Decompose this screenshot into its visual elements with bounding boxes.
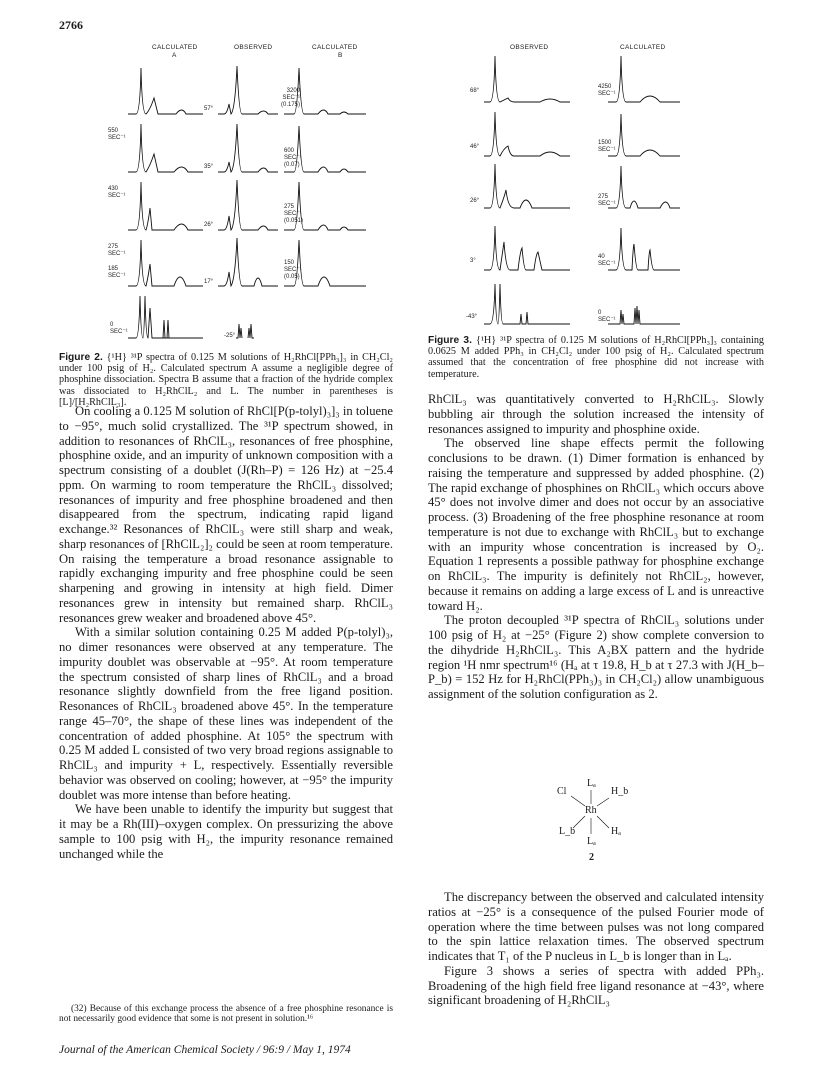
journal-footer: Journal of the American Chemical Society / 96:9 / May 1, 1974 bbox=[59, 1044, 351, 1056]
fig3-spectrum-row-2 bbox=[484, 112, 680, 156]
fig3-row-5-rate: 0 SEC⁻¹ bbox=[598, 310, 616, 323]
figure-2 bbox=[108, 44, 368, 346]
fig2-row-3-rate-a: 275 SEC⁻¹ bbox=[108, 244, 126, 257]
fig3-caption-text: {¹H} ³¹P spectra of 0.125 M solutions of H₂RhCl[PPh₃]₃ containing 0.0625 M added PPh₃ in CH₂Cl₂ under 100 psig of H₂. Calculated spectrum assumed that the concentration of free phosphine did not increase with temperature. bbox=[428, 335, 765, 380]
fig2-header-calc-a-sub: A bbox=[172, 52, 177, 59]
structure-rh: Rh bbox=[585, 805, 597, 816]
structure-bottom-ligand: Lₐ bbox=[587, 836, 596, 847]
fig2-row-5-temp: -25° bbox=[224, 333, 236, 339]
fig3-spectrum-row-1 bbox=[484, 56, 680, 102]
fig3-row-4-rate: 40 SEC⁻¹ bbox=[598, 254, 616, 267]
structure-label: 2 bbox=[589, 852, 594, 863]
right-column-text-bottom bbox=[428, 890, 764, 1008]
fig3-row-4-temp: 3° bbox=[470, 258, 476, 264]
fig3-caption-label: Figure 3. bbox=[428, 335, 472, 346]
fig3-row-2-temp: 46° bbox=[470, 144, 480, 150]
fig2-spectra-plot bbox=[108, 58, 368, 346]
fig2-row-1-rate-b: 3200 SEC⁻¹ (0.175) bbox=[281, 88, 301, 108]
structure-hb: H_b bbox=[611, 786, 629, 797]
fig2-row-4-temp: 17° bbox=[204, 279, 214, 285]
fig2-header-calc-b: CALCULATED bbox=[312, 44, 358, 51]
fig2-row-3-temp: 26° bbox=[204, 222, 214, 228]
footnote-block bbox=[59, 1004, 393, 1025]
fig2-header-calc-a: CALCULATED bbox=[152, 44, 198, 51]
fig2-row-4-rate-b: 150 SEC⁻¹ (0.05) bbox=[284, 260, 302, 280]
fig2-row-4-rate-a: 185 SEC⁻¹ bbox=[108, 266, 126, 279]
fig3-spectrum-row-5 bbox=[484, 284, 680, 324]
structure-lb: L_b bbox=[559, 826, 576, 837]
structure-2 bbox=[555, 778, 655, 864]
fig2-row-3-rate-b: 275 SEC⁻¹ (0.051) bbox=[284, 204, 304, 224]
fig2-header-calc-b-sub: B bbox=[338, 52, 343, 59]
left-paragraph-1: On cooling a 0.125 M solution of RhCl[P(p-tolyl)₃]₃ in toluene to −95°, much solid crystallized. The ³¹P spectrum showed, in addition to resonances of RhClL₃, resonances of free phosphine, phosphine oxide, and an impurity of unknown composition with a spectrum consisting of a doublet (J(Rh–P) = 126 Hz) at −25.4 ppm. On warming to room temperature the RhClL₃ dissolved; resonances of impurity and free phosphine broadened and then disappeared from the spectrum, indicating rapid ligand exchange.³² Resonances of RhClL₃ were still sharp and weak, sharp resonances of [RhClL₂]₂ could be seen at room temperature. On raising the temperature a broad resonance assignable to rapidly exchanging impurity and free phosphine could be seen sharpening and growing in intensity at high field. Dimer resonances grew in intensity but remained sharp. RhClL₃ resonances grew weaker and broadened above 45°. bbox=[59, 404, 394, 625]
structure-top-ligand: Lₐ bbox=[587, 778, 596, 789]
fig3-header-calc: CALCULATED bbox=[620, 44, 666, 51]
fig3-row-1-rate: 4250 SEC⁻¹ bbox=[598, 84, 616, 97]
right-paragraph-3: The discrepancy between the observed and calculated intensity ratios at −25° is a consequence of the pulsed Fourier mode of operation where the time between pulses was not long compared to the spin lattice relaxation times. The observed spectrum indicates that T₁ of the P nucleus in L_b is longer than in Lₐ. bbox=[428, 890, 764, 963]
fig2-spectrum-row-5 bbox=[128, 296, 254, 338]
fig2-caption-text: {¹H} ³¹P spectra of 0.125 M solutions of H₂RhCl[PPh₃]₃ in CH₂Cl₂ under 100 psig of H₂. Calculated spectrum A assume a negligible degree of phosphine dissociation. Spectra B assume that a fraction of the hydride complex was dissociated to H₂RhClL₂ and L. The number in parentheses is [L]/[H₂RhClL₃]. bbox=[59, 352, 393, 408]
structure-cl: Cl bbox=[557, 786, 567, 797]
right-column-text bbox=[428, 392, 764, 702]
fig2-spectrum-row-3 bbox=[128, 180, 366, 230]
structure-ha: Hₐ bbox=[611, 826, 621, 837]
fig2-row-1-temp: 57° bbox=[204, 106, 214, 112]
fig2-row-1-rate-a: 550 SEC⁻¹ bbox=[108, 128, 126, 141]
right-paragraph-4: Figure 3 shows a series of spectra with added PPh₃. Broadening of the high field free ligand resonance at −43°, where significant broadening of H₂RhClL₃ bbox=[428, 963, 764, 1008]
fig2-spectrum-row-1 bbox=[128, 66, 366, 114]
page-number: 2766 bbox=[59, 18, 83, 32]
fig3-row-2-rate: 1500 SEC⁻¹ bbox=[598, 140, 616, 153]
fig2-caption-label: Figure 2. bbox=[59, 352, 103, 363]
structure-2-bonds bbox=[555, 778, 655, 864]
footnote-32: (32) Because of this exchange process the absence of a free phosphine resonance is not necessarily good evidence that some is not present in solution.¹⁶ bbox=[59, 1004, 393, 1025]
fig3-header-observed: OBSERVED bbox=[510, 44, 549, 51]
figure-3-caption bbox=[428, 335, 764, 380]
fig3-spectrum-row-3 bbox=[484, 164, 680, 208]
fig2-row-2-rate-a: 430 SEC⁻¹ bbox=[108, 186, 126, 199]
fig2-spectrum-row-2 bbox=[128, 124, 366, 172]
fig3-row-3-rate: 275 SEC⁻¹ bbox=[598, 194, 616, 207]
fig3-row-3-temp: 26° bbox=[470, 198, 480, 204]
fig2-row-2-temp: 35° bbox=[204, 164, 214, 170]
figure-3 bbox=[466, 44, 750, 330]
left-paragraph-3: We have been unable to identify the impurity but suggest that it may be a Rh(III)–oxygen complex. On pressurizing the above sample to 100 psig with H₂, the impurity resonance remained unchanged while the bbox=[59, 802, 393, 861]
right-paragraph-1: The observed line shape effects permit the following conclusions to be drawn. (1) Dimer formation is enhanced by raising the temperature and suppressed by added phosphine. (2) The rapid exchange of phosphines on RhClL₃ which occurs above 45° does not involve dimer and does not occur by an associative process. (3) Broadening of the free phosphine resonance at room temperature is not due to exchange with RhClL₃ but to exchange with an impurity whose concentration is increased by O₂. Equation 1 represents a possible pathway for phosphine exchange on RhClL₃. The impurity is definitely not RhClL₂, however, because it remains on adding a large excess of L and is unreactive toward H₂. bbox=[428, 436, 764, 613]
fig3-spectrum-row-4 bbox=[484, 226, 680, 270]
fig3-row-5-temp: -43° bbox=[466, 314, 478, 320]
right-paragraph-0: RhClL₃ was quantitatively converted to H₂RhClL₃. Slowly bubbling air through the solution increased the intensity of resonances assigned to impurity and phosphine oxide. bbox=[428, 392, 764, 436]
figure-2-caption bbox=[59, 352, 393, 408]
fig3-row-1-temp: 68° bbox=[470, 88, 480, 94]
right-paragraph-2: The proton decoupled ³¹P spectra of RhClL₃ solutions under 100 psig of H₂ at −25° (Figure 2) show complete conversion to the dihydride H₂RhClL₃. This A₂BX pattern and the hydride region ¹H nmr spectrum¹⁶ (Hₐ at τ 19.8, H_b at τ 27.3 with J(H_b–P_b) = 152 Hz for H₂RhCl(PPh₃)₃ in CH₂Cl₂) allow unambiguous assignment of the solution configuration as 2. bbox=[428, 613, 764, 701]
left-paragraph-2: With a similar solution containing 0.25 M added P(p-tolyl)₃, no dimer resonances were observed at any temperature. The impurity doublet was observable at −95°. At room temperature the spectrum consisted of sharp lines of RhClL₃ and a broad resonance slightly downfield from the free ligand position. Resonances of RhClL₃ broadened above 45°. In the temperature range 45–70°, the shape of these lines was independent of the concentration of added phosphine. At 105° the spectrum with 0.25 M added L consisted of two very broad regions assignable to RhClL₃ and impurity + L, respectively. Essentially reversible behavior was observed on cooling; however, at −95° the impurity doublet was more intense than before heating. bbox=[59, 625, 393, 802]
fig2-row-5-rate-a: 0 SEC⁻¹ bbox=[110, 322, 128, 335]
fig2-spectrum-row-4 bbox=[128, 238, 366, 286]
fig2-row-2-rate-b: 600 SEC⁻¹ (0.07) bbox=[284, 148, 302, 168]
left-column-text bbox=[59, 404, 393, 861]
fig2-header-observed: OBSERVED bbox=[234, 44, 273, 51]
